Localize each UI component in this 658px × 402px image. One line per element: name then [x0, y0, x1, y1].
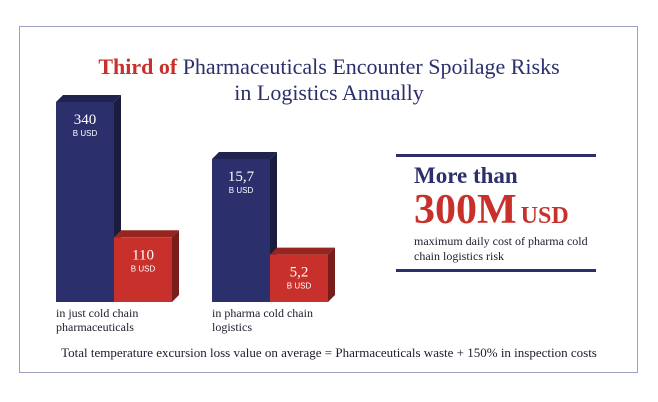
bar-unit-label-2-1: B USD	[228, 186, 254, 195]
bar-value-label-2-1: 15,7	[227, 169, 255, 185]
bar-unit-label-1-1: B USD	[72, 129, 98, 138]
bar-top-2-2	[270, 248, 335, 255]
callout-amount	[414, 186, 569, 234]
bar-top-1-2	[114, 230, 179, 237]
bar-unit-label-1-2: B USD	[130, 264, 156, 274]
bar-side-2-2	[328, 248, 335, 302]
callout-bottom-rule	[396, 269, 596, 272]
bar-value-label-1-2: 110	[132, 247, 154, 264]
bar-top-2-1	[212, 152, 277, 159]
bar-top-1-1	[56, 95, 121, 102]
footer-note: Total temperature excursion loss value on average = Pharmaceuticals waste + 150% in inspection costs	[61, 345, 597, 360]
category-label-2: in pharma cold chain logistics	[212, 306, 313, 334]
callout-description: maximum daily cost of pharma cold chain logistics risk	[414, 234, 588, 263]
callout-amount-number: 300M	[414, 187, 517, 233]
title-rest: Pharmaceuticals Encounter Spoilage Risks	[177, 54, 560, 79]
category-label-1: in just cold chain pharmaceuticals	[56, 306, 139, 334]
callout-prefix: More than	[414, 163, 518, 188]
bar-unit-label-2-2: B USD	[286, 281, 312, 291]
bar-value-label-1-1: 340	[73, 112, 97, 128]
callout-top-rule	[396, 154, 596, 157]
callout-box	[396, 154, 596, 272]
callout-amount-unit: USD	[520, 203, 569, 229]
bar-side-1-2	[172, 230, 179, 302]
bar-value-label-2-2: 5,2	[289, 264, 309, 281]
title-line2: in Logistics Annually	[234, 80, 424, 105]
title-highlight: Third of	[98, 54, 178, 79]
